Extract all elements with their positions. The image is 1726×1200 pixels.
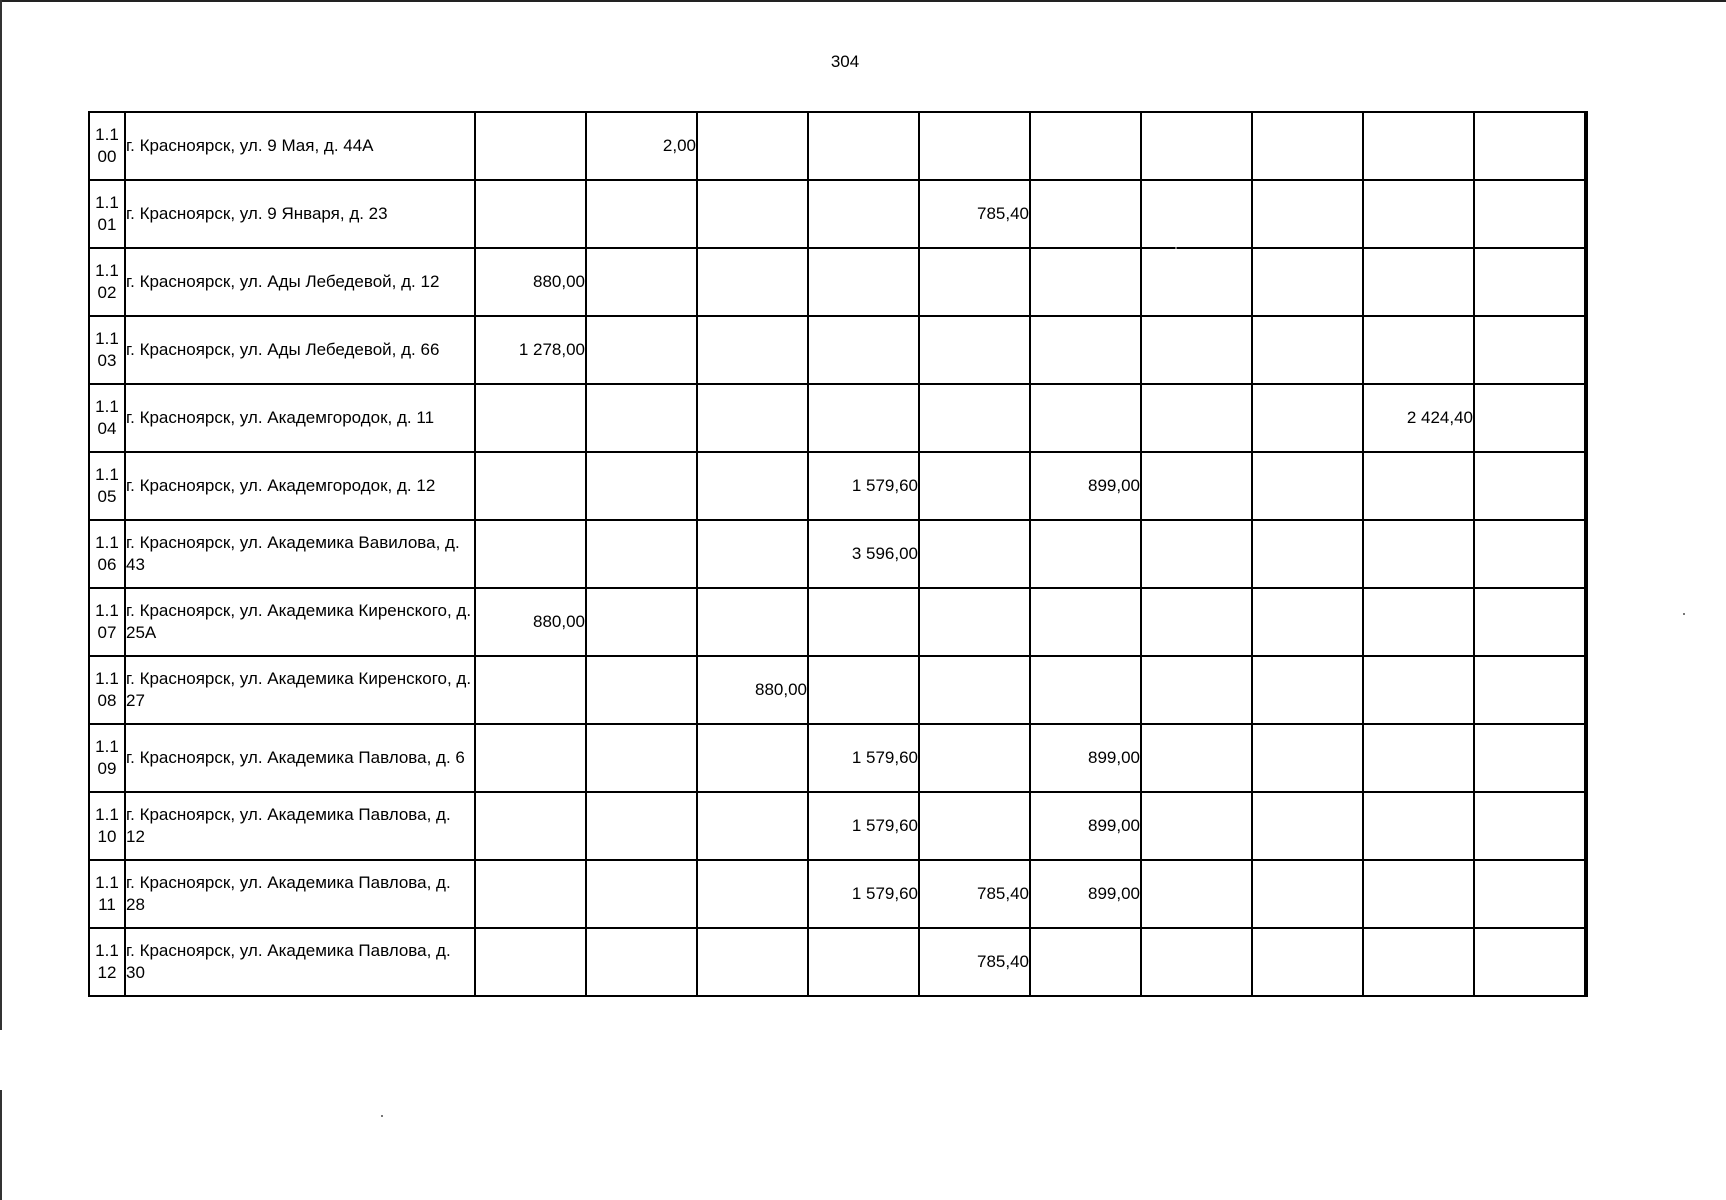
table-row bbox=[89, 384, 1587, 452]
value-cell: 880,00 bbox=[697, 656, 808, 724]
value-cell bbox=[1474, 248, 1585, 316]
value-cell bbox=[1585, 452, 1587, 520]
value-cell bbox=[1141, 112, 1252, 180]
value-cell bbox=[1141, 180, 1252, 248]
value-cell bbox=[586, 724, 697, 792]
table-row bbox=[89, 316, 1587, 384]
value-cell: 785,40 bbox=[919, 860, 1030, 928]
table-row bbox=[89, 588, 1587, 656]
value-cell bbox=[1585, 588, 1587, 656]
value-cell bbox=[475, 928, 586, 996]
value-cell bbox=[1474, 180, 1585, 248]
value-cell bbox=[475, 112, 586, 180]
value-cell bbox=[1363, 792, 1474, 860]
address-cell: г. Красноярск, ул. Академика Павлова, д. 12 bbox=[125, 792, 475, 860]
value-cell bbox=[1363, 248, 1474, 316]
value-cell bbox=[697, 112, 808, 180]
table-row bbox=[89, 656, 1587, 724]
value-cell bbox=[919, 792, 1030, 860]
value-cell bbox=[586, 384, 697, 452]
address-cell: г. Красноярск, ул. Академика Павлова, д. 6 bbox=[125, 724, 475, 792]
value-cell bbox=[1141, 452, 1252, 520]
address-cell: г. Красноярск, ул. Академика Павлова, д. 28 bbox=[125, 860, 475, 928]
scan-border-gap bbox=[0, 1030, 3, 1090]
value-cell bbox=[586, 928, 697, 996]
row-number: 1.1 06 bbox=[89, 520, 125, 588]
value-cell: 1 579,60 bbox=[808, 724, 919, 792]
value-cell bbox=[697, 180, 808, 248]
value-cell: 899,00 bbox=[1030, 452, 1141, 520]
value-cell bbox=[697, 316, 808, 384]
table-row bbox=[89, 520, 1587, 588]
address-cell: г. Красноярск, ул. Академгородок, д. 11 bbox=[125, 384, 475, 452]
value-cell bbox=[808, 928, 919, 996]
value-cell bbox=[697, 520, 808, 588]
value-cell bbox=[1252, 656, 1363, 724]
value-cell bbox=[808, 248, 919, 316]
value-cell: 1 579,60 bbox=[808, 792, 919, 860]
scan-border-top bbox=[0, 0, 1726, 2]
value-cell bbox=[808, 180, 919, 248]
value-cell bbox=[1030, 588, 1141, 656]
value-cell bbox=[1363, 452, 1474, 520]
table-row bbox=[89, 928, 1587, 996]
value-cell bbox=[697, 860, 808, 928]
value-cell bbox=[808, 112, 919, 180]
value-cell bbox=[1141, 520, 1252, 588]
row-number: 1.1 04 bbox=[89, 384, 125, 452]
table-row bbox=[89, 860, 1587, 928]
value-cell bbox=[1030, 928, 1141, 996]
value-cell bbox=[1585, 112, 1587, 180]
table-row bbox=[89, 724, 1587, 792]
value-cell bbox=[1585, 860, 1587, 928]
value-cell: 1 579,60 bbox=[808, 860, 919, 928]
value-cell: 2 424,40 bbox=[1363, 384, 1474, 452]
value-cell bbox=[1363, 860, 1474, 928]
address-cell: г. Красноярск, ул. Академгородок, д. 12 bbox=[125, 452, 475, 520]
value-cell bbox=[1252, 792, 1363, 860]
value-cell bbox=[1474, 724, 1585, 792]
value-cell bbox=[1252, 860, 1363, 928]
value-cell bbox=[808, 384, 919, 452]
value-cell bbox=[586, 248, 697, 316]
row-number: 1.1 02 bbox=[89, 248, 125, 316]
address-cell: г. Красноярск, ул. Ады Лебедевой, д. 66 bbox=[125, 316, 475, 384]
table-row bbox=[89, 452, 1587, 520]
value-cell bbox=[1030, 180, 1141, 248]
value-cell bbox=[586, 656, 697, 724]
value-cell bbox=[919, 520, 1030, 588]
value-cell bbox=[1363, 520, 1474, 588]
value-cell bbox=[697, 792, 808, 860]
value-cell bbox=[1252, 384, 1363, 452]
value-cell bbox=[1474, 384, 1585, 452]
row-number: 1.1 03 bbox=[89, 316, 125, 384]
table-body bbox=[89, 112, 1587, 996]
value-cell bbox=[586, 520, 697, 588]
value-cell bbox=[1252, 180, 1363, 248]
value-cell: 785,40 bbox=[919, 180, 1030, 248]
value-cell bbox=[1252, 452, 1363, 520]
value-cell: 1 579,60 bbox=[808, 452, 919, 520]
value-cell bbox=[1585, 316, 1587, 384]
value-cell bbox=[1585, 724, 1587, 792]
data-table bbox=[88, 111, 1588, 997]
table-row bbox=[89, 792, 1587, 860]
row-number: 1.1 08 bbox=[89, 656, 125, 724]
value-cell bbox=[1030, 112, 1141, 180]
value-cell bbox=[1585, 792, 1587, 860]
value-cell bbox=[475, 384, 586, 452]
value-cell bbox=[475, 520, 586, 588]
address-cell: г. Красноярск, ул. Академика Киренского, д. 27 bbox=[125, 656, 475, 724]
value-cell bbox=[919, 316, 1030, 384]
value-cell bbox=[919, 248, 1030, 316]
value-cell bbox=[697, 588, 808, 656]
value-cell bbox=[586, 452, 697, 520]
value-cell bbox=[1141, 792, 1252, 860]
value-cell bbox=[1030, 316, 1141, 384]
value-cell bbox=[1585, 928, 1587, 996]
table-row bbox=[89, 112, 1587, 180]
value-cell bbox=[919, 452, 1030, 520]
value-cell: 899,00 bbox=[1030, 724, 1141, 792]
value-cell bbox=[1363, 588, 1474, 656]
table-row bbox=[89, 248, 1587, 316]
value-cell bbox=[697, 452, 808, 520]
value-cell bbox=[1585, 656, 1587, 724]
scan-speck bbox=[381, 1115, 383, 1117]
value-cell bbox=[586, 180, 697, 248]
value-cell: 899,00 bbox=[1030, 792, 1141, 860]
address-cell: г. Красноярск, ул. Ады Лебедевой, д. 12 bbox=[125, 248, 475, 316]
value-cell bbox=[1141, 384, 1252, 452]
value-cell bbox=[1141, 928, 1252, 996]
value-cell bbox=[1474, 792, 1585, 860]
value-cell bbox=[1363, 316, 1474, 384]
value-cell: 1 278,00 bbox=[475, 316, 586, 384]
value-cell bbox=[475, 724, 586, 792]
value-cell bbox=[919, 656, 1030, 724]
value-cell bbox=[1030, 656, 1141, 724]
value-cell bbox=[1474, 588, 1585, 656]
address-cell: г. Красноярск, ул. Академика Киренского, д. 25А bbox=[125, 588, 475, 656]
value-cell bbox=[475, 860, 586, 928]
value-cell bbox=[697, 928, 808, 996]
value-cell bbox=[808, 588, 919, 656]
row-number: 1.1 10 bbox=[89, 792, 125, 860]
value-cell bbox=[475, 452, 586, 520]
value-cell bbox=[1474, 656, 1585, 724]
value-cell bbox=[475, 180, 586, 248]
value-cell bbox=[1252, 112, 1363, 180]
address-cell: г. Красноярск, ул. 9 Января, д. 23 bbox=[125, 180, 475, 248]
value-cell bbox=[1585, 520, 1587, 588]
value-cell bbox=[1030, 384, 1141, 452]
value-cell bbox=[1252, 248, 1363, 316]
value-cell bbox=[1474, 316, 1585, 384]
value-cell bbox=[1585, 248, 1587, 316]
value-cell bbox=[1252, 588, 1363, 656]
table-row bbox=[89, 180, 1587, 248]
value-cell bbox=[919, 588, 1030, 656]
value-cell bbox=[1363, 656, 1474, 724]
value-cell bbox=[1363, 724, 1474, 792]
value-cell bbox=[475, 792, 586, 860]
address-cell: г. Красноярск, ул. Академика Павлова, д. 30 bbox=[125, 928, 475, 996]
row-number: 1.1 11 bbox=[89, 860, 125, 928]
value-cell bbox=[1141, 860, 1252, 928]
value-cell bbox=[1585, 384, 1587, 452]
scan-speck bbox=[1683, 613, 1685, 615]
value-cell bbox=[1252, 928, 1363, 996]
value-cell: 880,00 bbox=[475, 248, 586, 316]
value-cell bbox=[1141, 656, 1252, 724]
value-cell bbox=[1030, 248, 1141, 316]
value-cell bbox=[1474, 452, 1585, 520]
row-number: 1.1 05 bbox=[89, 452, 125, 520]
value-cell bbox=[697, 384, 808, 452]
value-cell bbox=[697, 248, 808, 316]
value-cell bbox=[1141, 724, 1252, 792]
value-cell bbox=[697, 724, 808, 792]
scan-speck bbox=[1175, 247, 1177, 249]
value-cell bbox=[586, 316, 697, 384]
row-number: 1.1 12 bbox=[89, 928, 125, 996]
value-cell bbox=[1474, 112, 1585, 180]
address-cell: г. Красноярск, ул. 9 Мая, д. 44А bbox=[125, 112, 475, 180]
value-cell bbox=[1141, 588, 1252, 656]
scan-border-left bbox=[0, 0, 2, 1200]
value-cell: 3 596,00 bbox=[808, 520, 919, 588]
value-cell: 880,00 bbox=[475, 588, 586, 656]
row-number: 1.1 07 bbox=[89, 588, 125, 656]
value-cell bbox=[1474, 520, 1585, 588]
value-cell bbox=[919, 724, 1030, 792]
value-cell: 2,00 bbox=[586, 112, 697, 180]
value-cell: 785,40 bbox=[919, 928, 1030, 996]
value-cell bbox=[1141, 248, 1252, 316]
address-cell: г. Красноярск, ул. Академика Вавилова, д. 43 bbox=[125, 520, 475, 588]
value-cell bbox=[475, 656, 586, 724]
value-cell bbox=[1474, 928, 1585, 996]
value-cell bbox=[586, 588, 697, 656]
value-cell bbox=[919, 112, 1030, 180]
value-cell bbox=[586, 860, 697, 928]
value-cell bbox=[1363, 112, 1474, 180]
value-cell bbox=[808, 656, 919, 724]
value-cell bbox=[1252, 316, 1363, 384]
value-cell bbox=[1585, 180, 1587, 248]
row-number: 1.1 09 bbox=[89, 724, 125, 792]
value-cell bbox=[1474, 860, 1585, 928]
value-cell: 899,00 bbox=[1030, 860, 1141, 928]
value-cell bbox=[1141, 316, 1252, 384]
value-cell bbox=[1252, 724, 1363, 792]
page-number: 304 bbox=[830, 52, 860, 71]
value-cell bbox=[808, 316, 919, 384]
row-number: 1.1 01 bbox=[89, 180, 125, 248]
value-cell bbox=[1363, 180, 1474, 248]
value-cell bbox=[919, 384, 1030, 452]
value-cell bbox=[1252, 520, 1363, 588]
row-number: 1.1 00 bbox=[89, 112, 125, 180]
value-cell bbox=[586, 792, 697, 860]
value-cell bbox=[1030, 520, 1141, 588]
value-cell bbox=[1363, 928, 1474, 996]
